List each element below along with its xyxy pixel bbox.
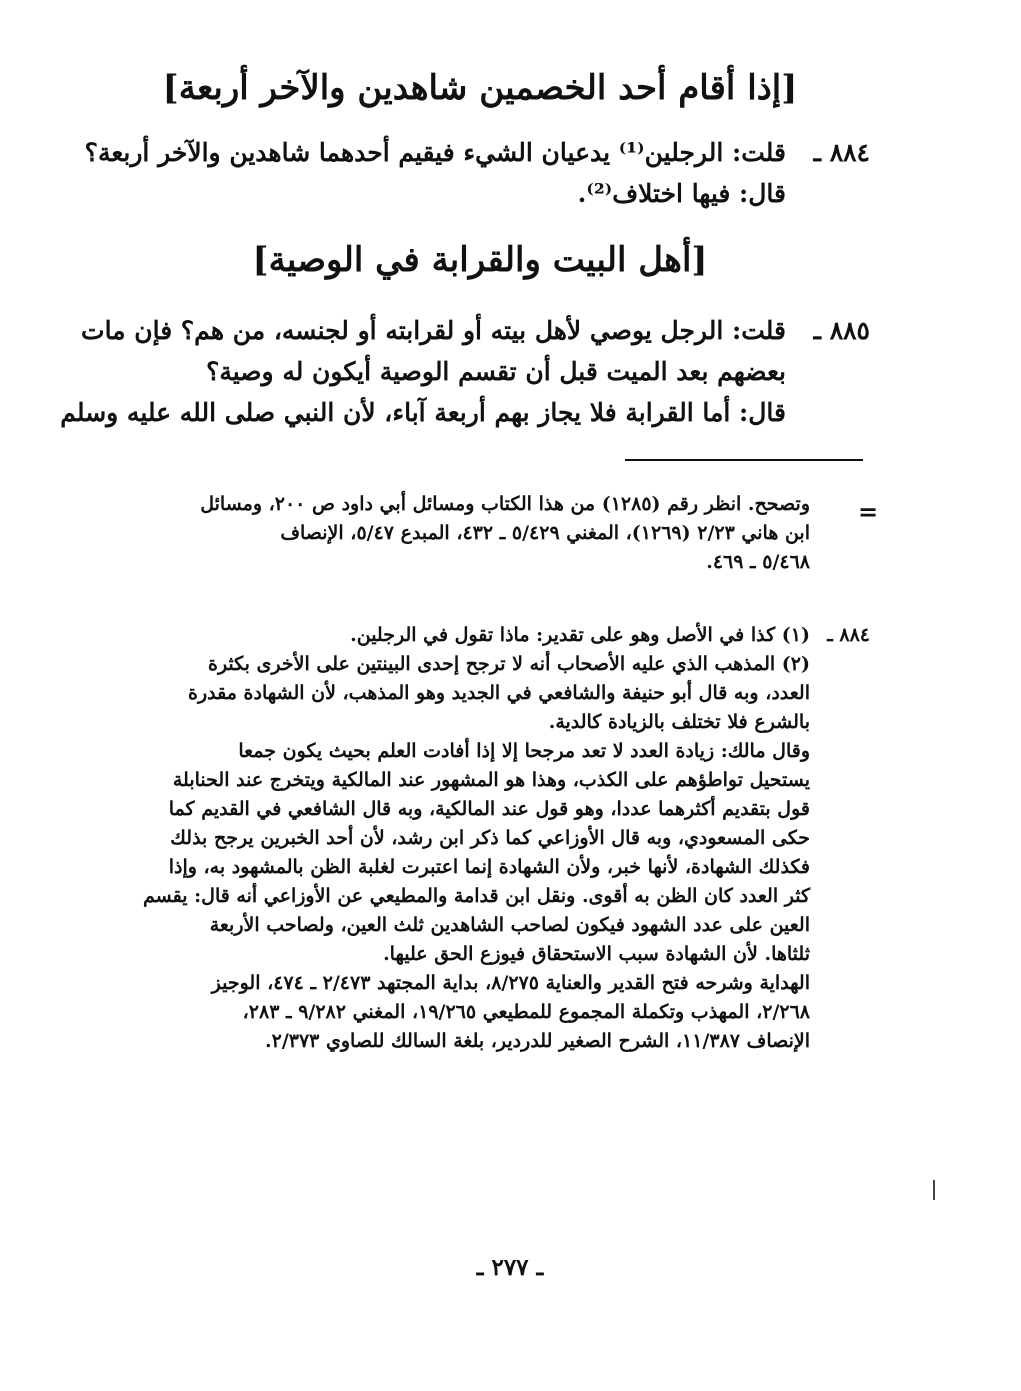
footnote-text: وتصحح. انظر رقم (١٢٨٥) من هذا الكتاب ومسائل أبي داود ص ٢٠٠، ومسائل <box>200 493 810 515</box>
footnote-line <box>150 548 870 577</box>
footnote-text: العدد، وبه قال أبو حنيفة والشافعي في الجديد وهو المذهب، لأن الشهادة مقدرة <box>188 682 810 704</box>
footnote-line <box>150 519 870 548</box>
entry-number: ٨٨٤ ـ <box>813 138 870 167</box>
footnote-text: الإنصاف ١١/٣٨٧، الشرح الصغير للدردير، بلغة السالك للصاوي ٢/٣٧٣. <box>265 1030 810 1052</box>
footnote-text: (١) كذا في الأصل وهو على تقدير: ماذا تقول في الرجلين. <box>350 624 810 646</box>
footnote-line <box>150 708 870 737</box>
footnote-line <box>150 737 870 766</box>
entry-line <box>60 392 870 433</box>
footnote-text: بالشرع فلا تختلف بالزيادة كالدية. <box>548 711 810 733</box>
entry-text: قلت: الرجلين⁽¹⁾ يدعيان الشيء فيقيم أحدهما شاهدين والآخر أربعة؟ <box>84 138 786 167</box>
footnotes-884 <box>143 621 870 1056</box>
footnote-entry-number: ٨٨٤ ـ <box>827 624 870 646</box>
footnote-line <box>143 882 870 911</box>
entry-text: بعضهم بعد الميت قبل أن تقسم الوصية أيكون له وصية؟ <box>206 357 786 386</box>
entry-text: قال: فيها اختلاف⁽²⁾. <box>577 179 786 208</box>
footnote-text: ٢/٢٦٨، المهذب وتكملة المجموع للمطيعي ١٩/٢٦٥، المغني ٩/٢٨٢ ـ ٢٨٣، <box>242 1001 810 1023</box>
entry-text: قال: أما القرابة فلا يجاز بهم أربعة آباء، لأن النبي صلى الله عليه وسلم <box>60 398 786 427</box>
footnote-text: ابن هاني ٢/٢٣ (١٢٦٩)، المغني ٥/٤٢٩ ـ ٤٣٢، المبدع ٥/٤٧، الإنصاف <box>280 522 810 544</box>
entry-884 <box>84 132 870 214</box>
entry-line <box>84 132 870 173</box>
footnote-text: كثر العدد كان الظن به أقوى. ونقل ابن قدامة والمطيعي عن الأوزاعي أنه قال: يقسم <box>143 885 810 907</box>
page-number: ـ ٢٧٧ ـ <box>476 1254 544 1281</box>
footnote-text: (٢) المذهب الذي عليه الأصحاب أنه لا ترجح إحدى البينتين على الأخرى بكثرة <box>207 653 810 675</box>
footnote-text: ثلثاها. لأن الشهادة سبب الاستحقاق فيوزع الحق عليها. <box>383 943 810 965</box>
entry-line <box>81 310 870 351</box>
footnote-line <box>150 490 870 519</box>
footnote-line <box>150 795 870 824</box>
footnote-line <box>150 969 870 998</box>
footnote-line <box>150 650 870 679</box>
footnote-line <box>150 853 870 882</box>
entry-line <box>150 351 870 392</box>
continuation-mark: = <box>858 497 879 526</box>
footnote-text: العين على عدد الشهود فيكون لصاحب الشاهدين ثلث العين، ولصاحب الأربعة <box>209 914 810 936</box>
entry-text: قلت: الرجل يوصي لأهل بيته أو لقرابته أو لجنسه، من هم؟ فإن مات <box>81 316 786 345</box>
footnote-line <box>150 679 870 708</box>
entry-number: ٨٨٥ ـ <box>813 316 870 345</box>
footnote-line <box>150 1027 870 1056</box>
footnote-line <box>150 911 870 940</box>
footnote-text: فكذلك الشهادة، لأنها خبر، ولأن الشهادة إنما اعتبرت لغلبة الظن بالمشهود به، وإذا <box>168 856 810 878</box>
footnote-line <box>150 940 870 969</box>
entry-line <box>150 173 870 214</box>
footnote-text: حكى المسعودي، وبه قال الأوزاعي كما ذكر ابن رشد، لأن أحد الخبرين يرجح بذلك <box>170 827 810 849</box>
footnote-separator <box>625 459 863 461</box>
footnote-line <box>150 621 870 650</box>
scan-edge-mark <box>933 1180 935 1200</box>
entry-885 <box>60 310 870 433</box>
footnote-text: ٥/٤٦٨ ـ ٤٦٩. <box>706 551 810 573</box>
footnote-text: الهداية وشرحه فتح القدير والعناية ٨/٢٧٥، بداية المجتهد ٢/٤٧٣ ـ ٤٧٤، الوجيز <box>211 972 810 994</box>
footnote-text: يستحيل تواطؤهم على الكذب، وهذا هو المشهور عند المالكية ويتخرج عند الحنابلة <box>172 769 810 791</box>
section-heading-two-witnesses: [إذا أقام أحد الخصمين شاهدين والآخر أربعة] <box>162 68 798 108</box>
section-heading-family-bequest: [أهل البيت والقرابة في الوصية] <box>252 240 708 280</box>
footnote-text: قول بتقديم أكثرهما عددا، وهو قول عند المالكية، وبه قال الشافعي في القديم كما <box>168 798 810 820</box>
footnote-text: وقال مالك: زيادة العدد لا تعد مرجحا إلا إذا أفادت العلم بحيث يكون جمعا <box>238 740 810 762</box>
footnote-line <box>150 824 870 853</box>
footnote-line <box>150 766 870 795</box>
footnote-line <box>150 998 870 1027</box>
footnote-continued <box>150 490 870 577</box>
